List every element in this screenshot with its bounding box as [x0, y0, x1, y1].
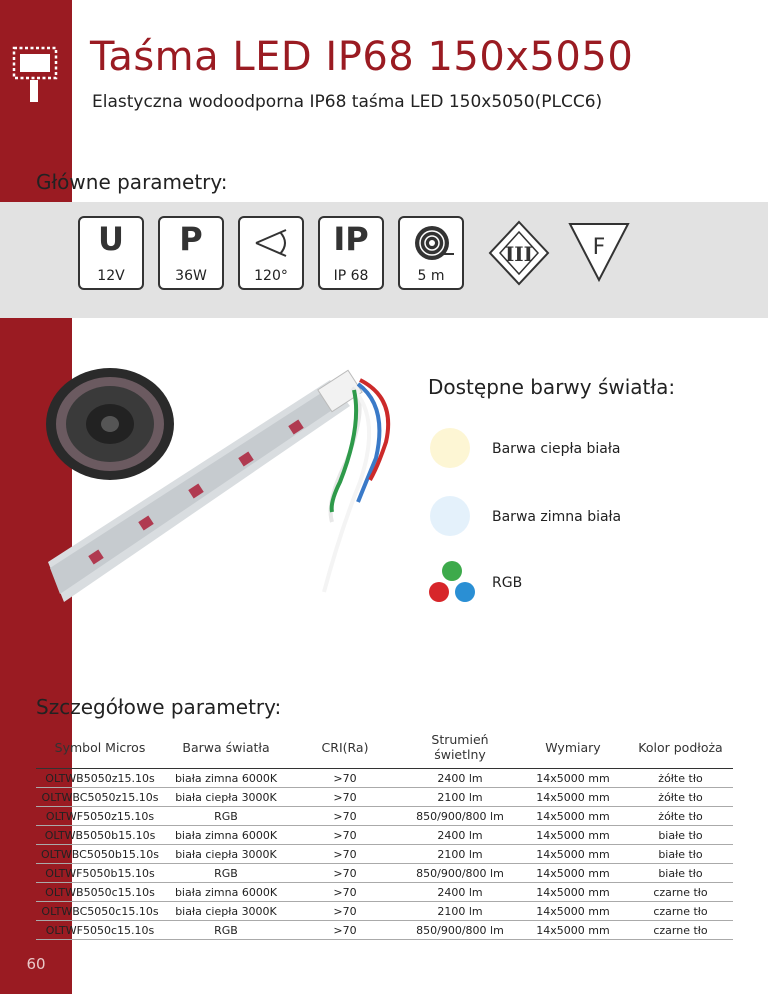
table-cell: 14x5000 mm: [518, 864, 628, 883]
ip-rating-value: IP 68: [333, 268, 369, 284]
warm-white-label: Barwa ciepła biała: [492, 441, 621, 457]
col-background: Kolor podłoża: [628, 726, 733, 769]
table-cell: 2100 lm: [402, 902, 518, 921]
table-cell: 2100 lm: [402, 845, 518, 864]
col-flux: Strumień świetlny: [402, 726, 518, 769]
reel-length-icon: [410, 224, 454, 262]
available-colors-heading: Dostępne barwy światła:: [428, 375, 676, 399]
table-cell: czarne tło: [628, 902, 733, 921]
led-strip-product-image: [40, 362, 420, 612]
table-cell: OLTWBC5050c15.10s: [36, 902, 164, 921]
table-row: [36, 883, 733, 902]
power-box: [158, 216, 224, 290]
table-cell: biała ciepła 3000K: [164, 845, 288, 864]
cool-white-label: Barwa zimna biała: [492, 509, 622, 525]
detailed-params-table: [36, 726, 733, 940]
protection-class-iii-icon: [486, 216, 552, 290]
table-row: [36, 826, 733, 845]
table-cell: 850/900/800 lm: [402, 864, 518, 883]
table-row: [36, 788, 733, 807]
led-board-logo-icon: [12, 44, 58, 106]
voltage-value: 12V: [97, 268, 125, 284]
table-cell: OLTWF5050b15.10s: [36, 864, 164, 883]
table-cell: >70: [288, 921, 402, 940]
rgb-swatch-icon: [428, 560, 476, 604]
table-cell: OLTWF5050z15.10s: [36, 807, 164, 826]
table-cell: białe tło: [628, 864, 733, 883]
table-cell: 2100 lm: [402, 788, 518, 807]
reel-length-box: [398, 216, 464, 290]
power-value: 36W: [175, 268, 207, 284]
table-cell: >70: [288, 807, 402, 826]
table-cell: 2400 lm: [402, 769, 518, 788]
table-cell: czarne tło: [628, 883, 733, 902]
col-symbol: Symbol Micros: [36, 726, 164, 769]
voltage-box: [78, 216, 144, 290]
table-cell: 850/900/800 lm: [402, 807, 518, 826]
table-row: [36, 921, 733, 940]
page-subtitle: Elastyczna wodoodporna IP68 taśma LED 150x5050(PLCC6): [92, 92, 603, 112]
rgb-blue-dot: [455, 582, 475, 602]
table-cell: 2400 lm: [402, 826, 518, 845]
table-cell: 14x5000 mm: [518, 807, 628, 826]
table-cell: 14x5000 mm: [518, 921, 628, 940]
table-cell: OLTWBC5050z15.10s: [36, 788, 164, 807]
beam-angle-value: 120°: [254, 268, 288, 284]
reel-length-value: 5 m: [417, 268, 445, 284]
table-cell: OLTWB5050c15.10s: [36, 883, 164, 902]
table-cell: żółte tło: [628, 807, 733, 826]
cool-white-swatch: [430, 496, 470, 536]
page-number: 60: [26, 955, 46, 973]
table-cell: >70: [288, 883, 402, 902]
table-row: [36, 845, 733, 864]
table-cell: 2400 lm: [402, 883, 518, 902]
col-color: Barwa światła: [164, 726, 288, 769]
table-cell: 14x5000 mm: [518, 769, 628, 788]
f-mark-icon: [566, 216, 632, 290]
table-cell: biała zimna 6000K: [164, 883, 288, 902]
table-cell: OLTWBC5050b15.10s: [36, 845, 164, 864]
table-cell: białe tło: [628, 845, 733, 864]
table-cell: >70: [288, 769, 402, 788]
table-cell: >70: [288, 845, 402, 864]
table-cell: 14x5000 mm: [518, 845, 628, 864]
table-cell: 14x5000 mm: [518, 883, 628, 902]
table-cell: biała zimna 6000K: [164, 826, 288, 845]
table-cell: OLTWB5050b15.10s: [36, 826, 164, 845]
table-cell: czarne tło: [628, 921, 733, 940]
detailed-params-heading: Szczegółowe parametry:: [36, 695, 282, 719]
beam-angle-icon: [250, 224, 294, 262]
ip-rating-box: [318, 216, 384, 290]
main-params-heading: Główne parametry:: [36, 170, 228, 194]
table-cell: 850/900/800 lm: [402, 921, 518, 940]
table-row: [36, 807, 733, 826]
table-cell: biała ciepła 3000K: [164, 788, 288, 807]
power-icon: P: [179, 220, 203, 258]
rgb-green-dot: [442, 561, 462, 581]
table-row: [36, 864, 733, 883]
table-cell: >70: [288, 864, 402, 883]
page-title: Taśma LED IP68 150x5050: [90, 34, 634, 80]
rgb-label: RGB: [492, 575, 523, 591]
table-cell: RGB: [164, 921, 288, 940]
table-cell: 14x5000 mm: [518, 826, 628, 845]
col-cri: CRI(Ra): [288, 726, 402, 769]
table-cell: RGB: [164, 807, 288, 826]
table-cell: żółte tło: [628, 788, 733, 807]
table-cell: biała zimna 6000K: [164, 769, 288, 788]
table-cell: żółte tło: [628, 769, 733, 788]
table-cell: białe tło: [628, 826, 733, 845]
table-row: [36, 902, 733, 921]
ip-rating-icon: IP: [333, 220, 369, 258]
table-cell: >70: [288, 902, 402, 921]
f-mark-label: F: [592, 235, 606, 260]
table-cell: >70: [288, 788, 402, 807]
table-cell: biała ciepła 3000K: [164, 902, 288, 921]
voltage-icon: U: [98, 220, 124, 258]
table-cell: OLTWB5050z15.10s: [36, 769, 164, 788]
protection-class-label: III: [504, 242, 534, 266]
table-cell: RGB: [164, 864, 288, 883]
table-cell: 14x5000 mm: [518, 902, 628, 921]
rgb-red-dot: [429, 582, 449, 602]
beam-angle-box: [238, 216, 304, 290]
table-cell: >70: [288, 826, 402, 845]
table-row: [36, 769, 733, 788]
table-header-row: [36, 726, 733, 769]
col-dimensions: Wymiary: [518, 726, 628, 769]
table-cell: OLTWF5050c15.10s: [36, 921, 164, 940]
warm-white-swatch: [430, 428, 470, 468]
table-cell: 14x5000 mm: [518, 788, 628, 807]
